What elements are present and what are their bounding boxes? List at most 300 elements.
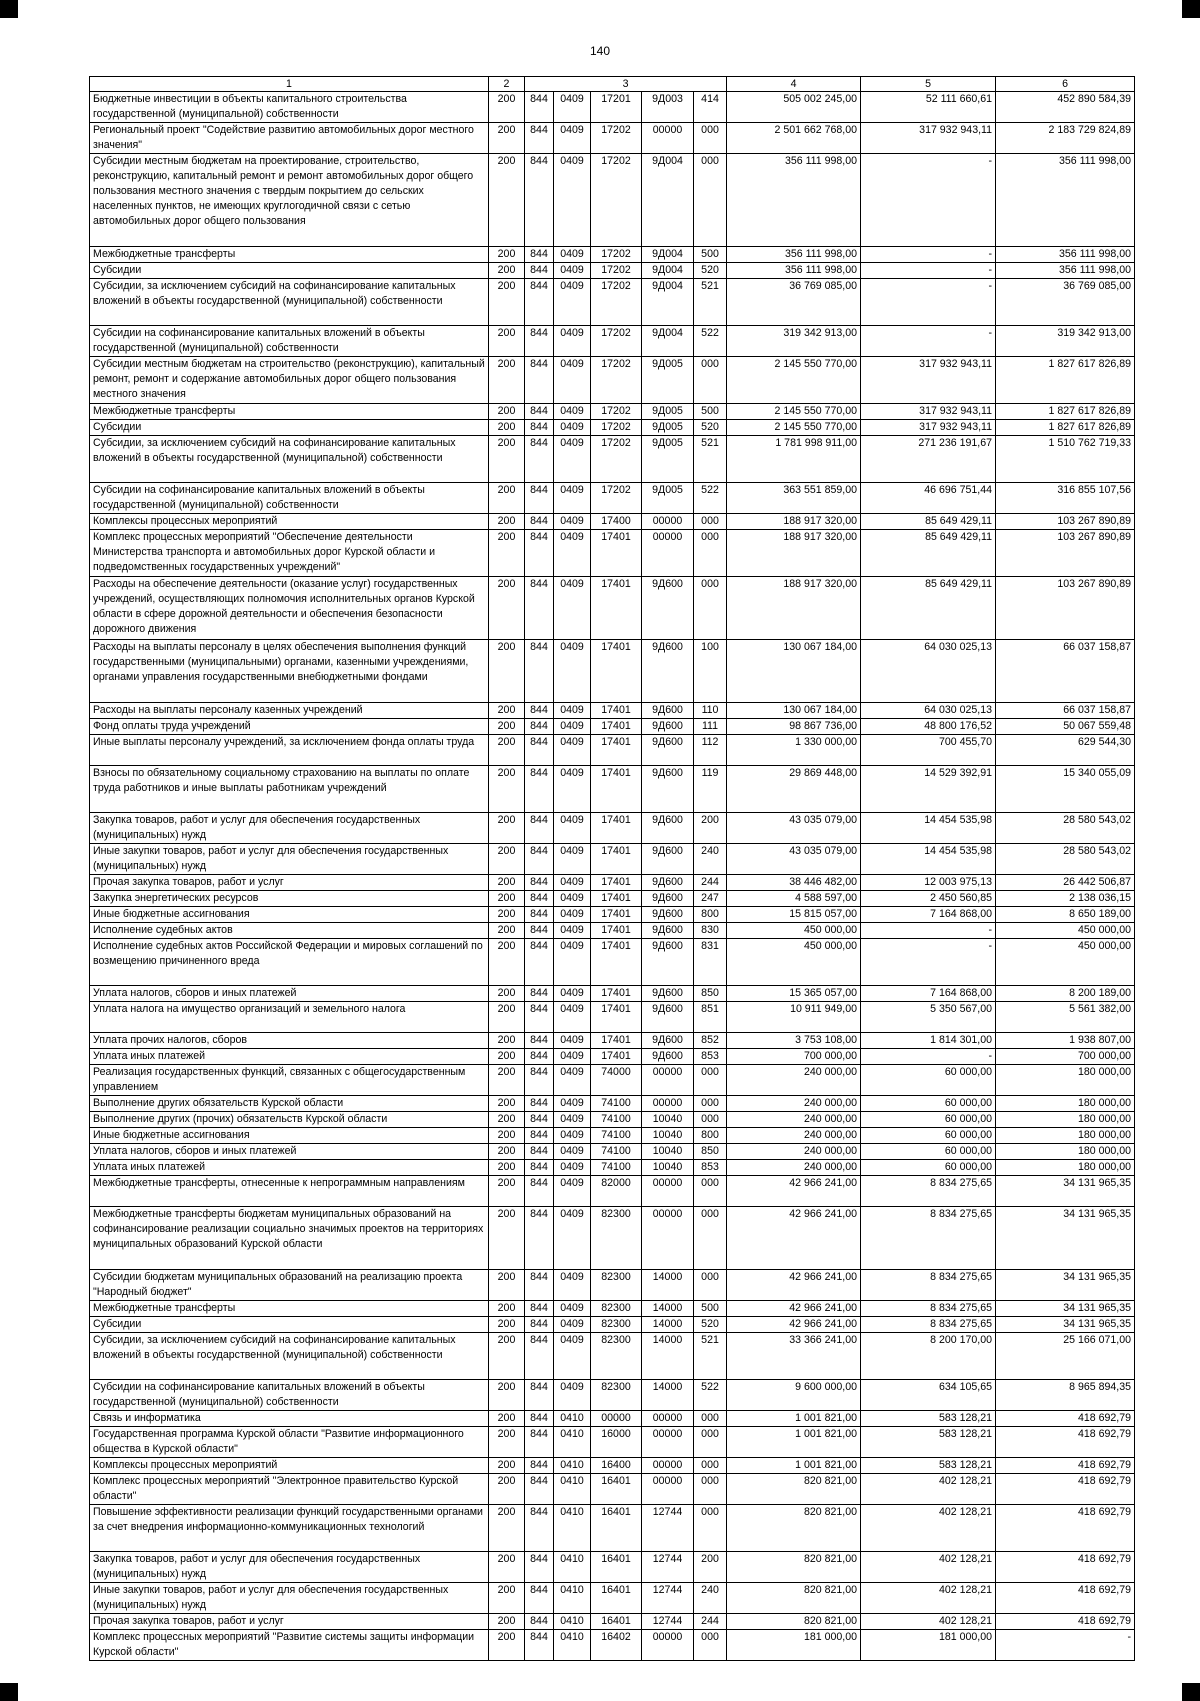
program-code: 17202 bbox=[591, 279, 642, 326]
expense-type-code: 119 bbox=[694, 766, 727, 813]
amount-remaining: 50 067 559,48 bbox=[996, 719, 1135, 735]
table-row bbox=[90, 92, 1135, 123]
chapter-code: 200 bbox=[489, 1474, 525, 1505]
amount-executed: 2 450 560,85 bbox=[861, 891, 996, 907]
chapter-code: 200 bbox=[489, 1301, 525, 1317]
direction-code: 12744 bbox=[642, 1583, 694, 1614]
row-description: Комплекс процессных мероприятий "Обеспечение деятельности Министерства транспорта и автомобильных дорог Курской области и подведомственных государственных учреждений" bbox=[90, 530, 489, 577]
section-code: 0409 bbox=[554, 420, 591, 436]
amount-remaining: 5 561 382,00 bbox=[996, 1002, 1135, 1033]
amount-remaining: 1 510 762 719,33 bbox=[996, 436, 1135, 483]
amount-approved: 505 002 245,00 bbox=[727, 92, 861, 123]
amount-approved: 42 966 241,00 bbox=[727, 1317, 861, 1333]
chapter-code: 200 bbox=[489, 263, 525, 279]
amount-approved: 98 867 736,00 bbox=[727, 719, 861, 735]
expense-type-code: 000 bbox=[694, 1411, 727, 1427]
row-description: Иные закупки товаров, работ и услуг для обеспечения государственных (муниципальных) нужд bbox=[90, 1583, 489, 1614]
ministry-code: 844 bbox=[525, 420, 554, 436]
amount-approved: 356 111 998,00 bbox=[727, 247, 861, 263]
table-row bbox=[90, 813, 1135, 844]
row-description: Уплата иных платежей bbox=[90, 1160, 489, 1176]
expense-type-code: 240 bbox=[694, 1583, 727, 1614]
program-code: 74100 bbox=[591, 1128, 642, 1144]
section-code: 0409 bbox=[554, 719, 591, 735]
program-code: 16401 bbox=[591, 1614, 642, 1630]
chapter-code: 200 bbox=[489, 875, 525, 891]
amount-approved: 15 815 057,00 bbox=[727, 907, 861, 923]
amount-executed: 60 000,00 bbox=[861, 1144, 996, 1160]
amount-approved: 9 600 000,00 bbox=[727, 1380, 861, 1411]
table-row bbox=[90, 436, 1135, 483]
program-code: 17401 bbox=[591, 875, 642, 891]
expense-type-code: 520 bbox=[694, 420, 727, 436]
ministry-code: 844 bbox=[525, 907, 554, 923]
section-code: 0409 bbox=[554, 1144, 591, 1160]
amount-executed: - bbox=[861, 326, 996, 357]
amount-approved: 130 067 184,00 bbox=[727, 640, 861, 703]
table-row bbox=[90, 420, 1135, 436]
amount-executed: 700 455,70 bbox=[861, 735, 996, 766]
expense-type-code: 000 bbox=[694, 154, 727, 247]
expense-type-code: 000 bbox=[694, 1176, 727, 1207]
amount-executed: 12 003 975,13 bbox=[861, 875, 996, 891]
ministry-code: 844 bbox=[525, 1176, 554, 1207]
ministry-code: 844 bbox=[525, 1458, 554, 1474]
amount-executed: 14 454 535,98 bbox=[861, 813, 996, 844]
ministry-code: 844 bbox=[525, 735, 554, 766]
expense-type-code: 520 bbox=[694, 1317, 727, 1333]
table-row bbox=[90, 279, 1135, 326]
ministry-code: 844 bbox=[525, 1583, 554, 1614]
chapter-code: 200 bbox=[489, 703, 525, 719]
direction-code: 9Д600 bbox=[642, 719, 694, 735]
program-code: 16401 bbox=[591, 1552, 642, 1583]
chapter-code: 200 bbox=[489, 719, 525, 735]
row-description: Государственная программа Курской области "Развитие информационного общества в Курской области" bbox=[90, 1427, 489, 1458]
expense-type-code: 000 bbox=[694, 1630, 727, 1661]
amount-approved: 820 821,00 bbox=[727, 1614, 861, 1630]
row-description: Закупка энергетических ресурсов bbox=[90, 891, 489, 907]
ministry-code: 844 bbox=[525, 1207, 554, 1270]
amount-executed: 8 834 275,65 bbox=[861, 1301, 996, 1317]
chapter-code: 200 bbox=[489, 514, 525, 530]
row-description: Субсидии на софинансирование капитальных вложений в объекты государственной (муниципальной) собственности bbox=[90, 326, 489, 357]
amount-remaining: 418 692,79 bbox=[996, 1552, 1135, 1583]
table-row bbox=[90, 1458, 1135, 1474]
expense-type-code: 522 bbox=[694, 1380, 727, 1411]
row-description: Субсидии, за исключением субсидий на софинансирование капитальных вложений в объекты государственной (муниципальной) собственности bbox=[90, 436, 489, 483]
section-code: 0409 bbox=[554, 1002, 591, 1033]
expense-type-code: 853 bbox=[694, 1160, 727, 1176]
expense-type-code: 000 bbox=[694, 530, 727, 577]
amount-remaining: 418 692,79 bbox=[996, 1614, 1135, 1630]
table-row bbox=[90, 766, 1135, 813]
chapter-code: 200 bbox=[489, 939, 525, 986]
row-description: Закупка товаров, работ и услуг для обеспечения государственных (муниципальных) нужд bbox=[90, 1552, 489, 1583]
section-code: 0409 bbox=[554, 891, 591, 907]
amount-remaining: 8 965 894,35 bbox=[996, 1380, 1135, 1411]
amount-executed: 46 696 751,44 bbox=[861, 483, 996, 514]
amount-remaining: 103 267 890,89 bbox=[996, 530, 1135, 577]
row-description: Связь и информатика bbox=[90, 1411, 489, 1427]
section-code: 0410 bbox=[554, 1505, 591, 1552]
row-description: Иные бюджетные ассигнования bbox=[90, 907, 489, 923]
ministry-code: 844 bbox=[525, 1112, 554, 1128]
expense-type-code: 240 bbox=[694, 844, 727, 875]
program-code: 17202 bbox=[591, 483, 642, 514]
row-description: Межбюджетные трансферты, отнесенные к непрограммным направлениям bbox=[90, 1176, 489, 1207]
chapter-code: 200 bbox=[489, 1144, 525, 1160]
direction-code: 00000 bbox=[642, 1207, 694, 1270]
amount-remaining: 180 000,00 bbox=[996, 1144, 1135, 1160]
table-row bbox=[90, 514, 1135, 530]
chapter-code: 200 bbox=[489, 1614, 525, 1630]
amount-remaining: 418 692,79 bbox=[996, 1411, 1135, 1427]
row-description: Уплата налога на имущество организаций и земельного налога bbox=[90, 1002, 489, 1033]
ministry-code: 844 bbox=[525, 263, 554, 279]
section-code: 0409 bbox=[554, 640, 591, 703]
direction-code: 9Д004 bbox=[642, 263, 694, 279]
expense-type-code: 521 bbox=[694, 436, 727, 483]
program-code: 16401 bbox=[591, 1474, 642, 1505]
amount-approved: 38 446 482,00 bbox=[727, 875, 861, 891]
row-description: Повышение эффективности реализации функций государственными органами за счет внедрения информационно-коммуникационных технологий bbox=[90, 1505, 489, 1552]
ministry-code: 844 bbox=[525, 1474, 554, 1505]
amount-executed: 402 128,21 bbox=[861, 1614, 996, 1630]
ministry-code: 844 bbox=[525, 1270, 554, 1301]
section-code: 0409 bbox=[554, 1096, 591, 1112]
amount-approved: 188 917 320,00 bbox=[727, 577, 861, 640]
amount-executed: 7 164 868,00 bbox=[861, 986, 996, 1002]
row-description: Региональный проект "Содействие развитию автомобильных дорог местного значения" bbox=[90, 123, 489, 154]
chapter-code: 200 bbox=[489, 1033, 525, 1049]
table-row bbox=[90, 577, 1135, 640]
amount-executed: - bbox=[861, 154, 996, 247]
amount-remaining: 25 166 071,00 bbox=[996, 1333, 1135, 1380]
expense-type-code: 000 bbox=[694, 1458, 727, 1474]
chapter-code: 200 bbox=[489, 986, 525, 1002]
chapter-code: 200 bbox=[489, 1002, 525, 1033]
expense-type-code: 500 bbox=[694, 1301, 727, 1317]
program-code: 82300 bbox=[591, 1301, 642, 1317]
amount-remaining: 28 580 543,02 bbox=[996, 844, 1135, 875]
direction-code: 9Д600 bbox=[642, 766, 694, 813]
amount-approved: 1 001 821,00 bbox=[727, 1458, 861, 1474]
amount-remaining: 180 000,00 bbox=[996, 1065, 1135, 1096]
header-cell: 3 bbox=[525, 77, 727, 92]
amount-remaining: 2 138 036,15 bbox=[996, 891, 1135, 907]
table-row bbox=[90, 1411, 1135, 1427]
row-description: Комплекс процессных мероприятий "Электронное правительство Курской области" bbox=[90, 1474, 489, 1505]
expense-type-code: 200 bbox=[694, 1552, 727, 1583]
amount-remaining: 26 442 506,87 bbox=[996, 875, 1135, 891]
amount-remaining: 36 769 085,00 bbox=[996, 279, 1135, 326]
chapter-code: 200 bbox=[489, 1065, 525, 1096]
expense-type-code: 000 bbox=[694, 1427, 727, 1458]
section-code: 0410 bbox=[554, 1474, 591, 1505]
amount-executed: 317 932 943,11 bbox=[861, 357, 996, 404]
program-code: 82300 bbox=[591, 1333, 642, 1380]
program-code: 17401 bbox=[591, 891, 642, 907]
direction-code: 9Д005 bbox=[642, 420, 694, 436]
section-code: 0409 bbox=[554, 577, 591, 640]
row-description: Выполнение других обязательств Курской области bbox=[90, 1096, 489, 1112]
table-row bbox=[90, 1270, 1135, 1301]
row-description: Межбюджетные трансферты бюджетам муниципальных образований на софинансирование реализации социально значимых проектов на территориях муниципальных образований Курской области bbox=[90, 1207, 489, 1270]
program-code: 17401 bbox=[591, 530, 642, 577]
row-description: Выполнение других (прочих) обязательств Курской области bbox=[90, 1112, 489, 1128]
program-code: 74100 bbox=[591, 1112, 642, 1128]
chapter-code: 200 bbox=[489, 1458, 525, 1474]
ministry-code: 844 bbox=[525, 404, 554, 420]
amount-executed: 8 834 275,65 bbox=[861, 1176, 996, 1207]
amount-remaining: 8 650 189,00 bbox=[996, 907, 1135, 923]
amount-remaining: 34 131 965,35 bbox=[996, 1317, 1135, 1333]
direction-code: 12744 bbox=[642, 1505, 694, 1552]
expense-type-code: 000 bbox=[694, 1505, 727, 1552]
direction-code: 9Д600 bbox=[642, 986, 694, 1002]
program-code: 16400 bbox=[591, 1458, 642, 1474]
row-description: Субсидии местным бюджетам на проектирование, строительство, реконструкцию, капитальный ремонт и ремонт автомобильных дорог общего пользования местного значения с твердым покрытием до сельских населенных пунктов, не имеющих круглогодичной связи с сетью автомобильных дорог общего пользования bbox=[90, 154, 489, 247]
ministry-code: 844 bbox=[525, 514, 554, 530]
section-code: 0409 bbox=[554, 875, 591, 891]
ministry-code: 844 bbox=[525, 1333, 554, 1380]
program-code: 82300 bbox=[591, 1317, 642, 1333]
amount-remaining: 34 131 965,35 bbox=[996, 1301, 1135, 1317]
amount-approved: 2 501 662 768,00 bbox=[727, 123, 861, 154]
ministry-code: 844 bbox=[525, 1380, 554, 1411]
section-code: 0410 bbox=[554, 1427, 591, 1458]
ministry-code: 844 bbox=[525, 1317, 554, 1333]
chapter-code: 200 bbox=[489, 436, 525, 483]
amount-approved: 1 781 998 911,00 bbox=[727, 436, 861, 483]
amount-approved: 356 111 998,00 bbox=[727, 263, 861, 279]
section-code: 0409 bbox=[554, 404, 591, 420]
ministry-code: 844 bbox=[525, 577, 554, 640]
amount-approved: 33 366 241,00 bbox=[727, 1333, 861, 1380]
table-row bbox=[90, 986, 1135, 1002]
ministry-code: 844 bbox=[525, 719, 554, 735]
direction-code: 12744 bbox=[642, 1552, 694, 1583]
program-code: 74100 bbox=[591, 1144, 642, 1160]
chapter-code: 200 bbox=[489, 92, 525, 123]
chapter-code: 200 bbox=[489, 357, 525, 404]
header-cell: 5 bbox=[861, 77, 996, 92]
table-row bbox=[90, 1614, 1135, 1630]
direction-code: 10040 bbox=[642, 1112, 694, 1128]
amount-executed: - bbox=[861, 1049, 996, 1065]
direction-code: 12744 bbox=[642, 1614, 694, 1630]
program-code: 00000 bbox=[591, 1411, 642, 1427]
amount-approved: 1 330 000,00 bbox=[727, 735, 861, 766]
direction-code: 9Д600 bbox=[642, 1033, 694, 1049]
program-code: 74100 bbox=[591, 1096, 642, 1112]
expense-type-code: 831 bbox=[694, 939, 727, 986]
amount-executed: 181 000,00 bbox=[861, 1630, 996, 1661]
row-description: Субсидии на софинансирование капитальных вложений в объекты государственной (муниципальной) собственности bbox=[90, 1380, 489, 1411]
amount-executed: 317 932 943,11 bbox=[861, 404, 996, 420]
amount-remaining: 418 692,79 bbox=[996, 1427, 1135, 1458]
program-code: 17401 bbox=[591, 986, 642, 1002]
table-row bbox=[90, 326, 1135, 357]
row-description: Бюджетные инвестиции в объекты капитального строительства государственной (муниципальной) собственности bbox=[90, 92, 489, 123]
section-code: 0409 bbox=[554, 1380, 591, 1411]
direction-code: 14000 bbox=[642, 1270, 694, 1301]
direction-code: 10040 bbox=[642, 1160, 694, 1176]
section-code: 0409 bbox=[554, 1065, 591, 1096]
section-code: 0409 bbox=[554, 735, 591, 766]
direction-code: 9Д600 bbox=[642, 844, 694, 875]
direction-code: 9Д600 bbox=[642, 891, 694, 907]
row-description: Комплекс процессных мероприятий "Развитие системы защиты информации Курской области" bbox=[90, 1630, 489, 1661]
ministry-code: 844 bbox=[525, 1630, 554, 1661]
chapter-code: 200 bbox=[489, 891, 525, 907]
amount-remaining: 1 827 617 826,89 bbox=[996, 357, 1135, 404]
amount-approved: 820 821,00 bbox=[727, 1583, 861, 1614]
amount-approved: 42 966 241,00 bbox=[727, 1270, 861, 1301]
section-code: 0409 bbox=[554, 986, 591, 1002]
amount-approved: 240 000,00 bbox=[727, 1128, 861, 1144]
program-code: 17201 bbox=[591, 92, 642, 123]
chapter-code: 200 bbox=[489, 1505, 525, 1552]
section-code: 0409 bbox=[554, 263, 591, 279]
chapter-code: 200 bbox=[489, 844, 525, 875]
program-code: 17401 bbox=[591, 766, 642, 813]
row-description: Расходы на обеспечение деятельности (оказание услуг) государственных учреждений, осуществляющих полномочия исполнительных органов Курской области в сфере дорожной деятельности и обеспечения безопасности дорожного движения bbox=[90, 577, 489, 640]
amount-executed: - bbox=[861, 247, 996, 263]
program-code: 16000 bbox=[591, 1427, 642, 1458]
amount-executed: 64 030 025,13 bbox=[861, 640, 996, 703]
header-row bbox=[90, 77, 1135, 92]
amount-executed: 402 128,21 bbox=[861, 1474, 996, 1505]
chapter-code: 200 bbox=[489, 483, 525, 514]
scan-corner-mark bbox=[1182, 1683, 1200, 1701]
amount-approved: 10 911 949,00 bbox=[727, 1002, 861, 1033]
amount-remaining: 66 037 158,87 bbox=[996, 640, 1135, 703]
amount-approved: 4 588 597,00 bbox=[727, 891, 861, 907]
section-code: 0409 bbox=[554, 436, 591, 483]
table-row bbox=[90, 154, 1135, 247]
expense-type-code: 000 bbox=[694, 514, 727, 530]
amount-approved: 363 551 859,00 bbox=[727, 483, 861, 514]
amount-executed: 1 814 301,00 bbox=[861, 1033, 996, 1049]
ministry-code: 844 bbox=[525, 1065, 554, 1096]
row-description: Прочая закупка товаров, работ и услуг bbox=[90, 875, 489, 891]
direction-code: 9Д600 bbox=[642, 1002, 694, 1033]
amount-remaining: 629 544,30 bbox=[996, 735, 1135, 766]
amount-remaining: 34 131 965,35 bbox=[996, 1207, 1135, 1270]
amount-remaining: 356 111 998,00 bbox=[996, 154, 1135, 247]
amount-remaining: 418 692,79 bbox=[996, 1505, 1135, 1552]
amount-executed: 8 834 275,65 bbox=[861, 1317, 996, 1333]
table-row bbox=[90, 891, 1135, 907]
ministry-code: 844 bbox=[525, 986, 554, 1002]
chapter-code: 200 bbox=[489, 1112, 525, 1128]
amount-approved: 181 000,00 bbox=[727, 1630, 861, 1661]
table-row bbox=[90, 357, 1135, 404]
expense-type-code: 522 bbox=[694, 326, 727, 357]
table-row bbox=[90, 1144, 1135, 1160]
program-code: 82300 bbox=[591, 1207, 642, 1270]
amount-remaining: 180 000,00 bbox=[996, 1160, 1135, 1176]
expense-type-code: 800 bbox=[694, 1128, 727, 1144]
amount-approved: 240 000,00 bbox=[727, 1096, 861, 1112]
program-code: 16401 bbox=[591, 1505, 642, 1552]
amount-approved: 1 001 821,00 bbox=[727, 1411, 861, 1427]
program-code: 17401 bbox=[591, 577, 642, 640]
ministry-code: 844 bbox=[525, 1049, 554, 1065]
expense-type-code: 000 bbox=[694, 123, 727, 154]
direction-code: 9Д600 bbox=[642, 640, 694, 703]
section-code: 0410 bbox=[554, 1458, 591, 1474]
chapter-code: 200 bbox=[489, 530, 525, 577]
amount-approved: 42 966 241,00 bbox=[727, 1176, 861, 1207]
program-code: 17401 bbox=[591, 907, 642, 923]
direction-code: 00000 bbox=[642, 1176, 694, 1207]
amount-remaining: 34 131 965,35 bbox=[996, 1270, 1135, 1301]
program-code: 17401 bbox=[591, 1049, 642, 1065]
ministry-code: 844 bbox=[525, 640, 554, 703]
table-row bbox=[90, 1112, 1135, 1128]
table-row bbox=[90, 735, 1135, 766]
amount-executed: - bbox=[861, 923, 996, 939]
row-description: Субсидии bbox=[90, 420, 489, 436]
section-code: 0409 bbox=[554, 813, 591, 844]
section-code: 0409 bbox=[554, 326, 591, 357]
ministry-code: 844 bbox=[525, 891, 554, 907]
amount-remaining: 66 037 158,87 bbox=[996, 703, 1135, 719]
amount-remaining: 1 938 807,00 bbox=[996, 1033, 1135, 1049]
amount-remaining: 28 580 543,02 bbox=[996, 813, 1135, 844]
expense-type-code: 112 bbox=[694, 735, 727, 766]
amount-executed: - bbox=[861, 939, 996, 986]
direction-code: 9Д600 bbox=[642, 939, 694, 986]
section-code: 0409 bbox=[554, 1033, 591, 1049]
chapter-code: 200 bbox=[489, 1411, 525, 1427]
amount-remaining: 450 000,00 bbox=[996, 939, 1135, 986]
row-description: Исполнение судебных актов Российской Федерации и мировых соглашений по возмещению причиненного вреда bbox=[90, 939, 489, 986]
table-row bbox=[90, 923, 1135, 939]
program-code: 17202 bbox=[591, 247, 642, 263]
section-code: 0409 bbox=[554, 1270, 591, 1301]
amount-approved: 42 966 241,00 bbox=[727, 1207, 861, 1270]
expense-type-code: 000 bbox=[694, 1207, 727, 1270]
amount-remaining: 1 827 617 826,89 bbox=[996, 404, 1135, 420]
direction-code: 9Д005 bbox=[642, 436, 694, 483]
section-code: 0410 bbox=[554, 1630, 591, 1661]
row-description: Уплата иных платежей bbox=[90, 1049, 489, 1065]
expense-type-code: 851 bbox=[694, 1002, 727, 1033]
table-row bbox=[90, 263, 1135, 279]
program-code: 17401 bbox=[591, 923, 642, 939]
row-description: Иные выплаты персоналу учреждений, за исключением фонда оплаты труда bbox=[90, 735, 489, 766]
amount-remaining: 418 692,79 bbox=[996, 1474, 1135, 1505]
program-code: 17400 bbox=[591, 514, 642, 530]
amount-approved: 820 821,00 bbox=[727, 1552, 861, 1583]
direction-code: 9Д600 bbox=[642, 703, 694, 719]
program-code: 17401 bbox=[591, 735, 642, 766]
ministry-code: 844 bbox=[525, 1427, 554, 1458]
direction-code: 00000 bbox=[642, 514, 694, 530]
chapter-code: 200 bbox=[489, 813, 525, 844]
amount-approved: 2 145 550 770,00 bbox=[727, 404, 861, 420]
program-code: 17202 bbox=[591, 436, 642, 483]
amount-executed: 583 128,21 bbox=[861, 1427, 996, 1458]
row-description: Субсидии, за исключением субсидий на софинансирование капитальных вложений в объекты государственной (муниципальной) собственности bbox=[90, 279, 489, 326]
program-code: 17202 bbox=[591, 326, 642, 357]
section-code: 0409 bbox=[554, 154, 591, 247]
program-code: 82300 bbox=[591, 1380, 642, 1411]
